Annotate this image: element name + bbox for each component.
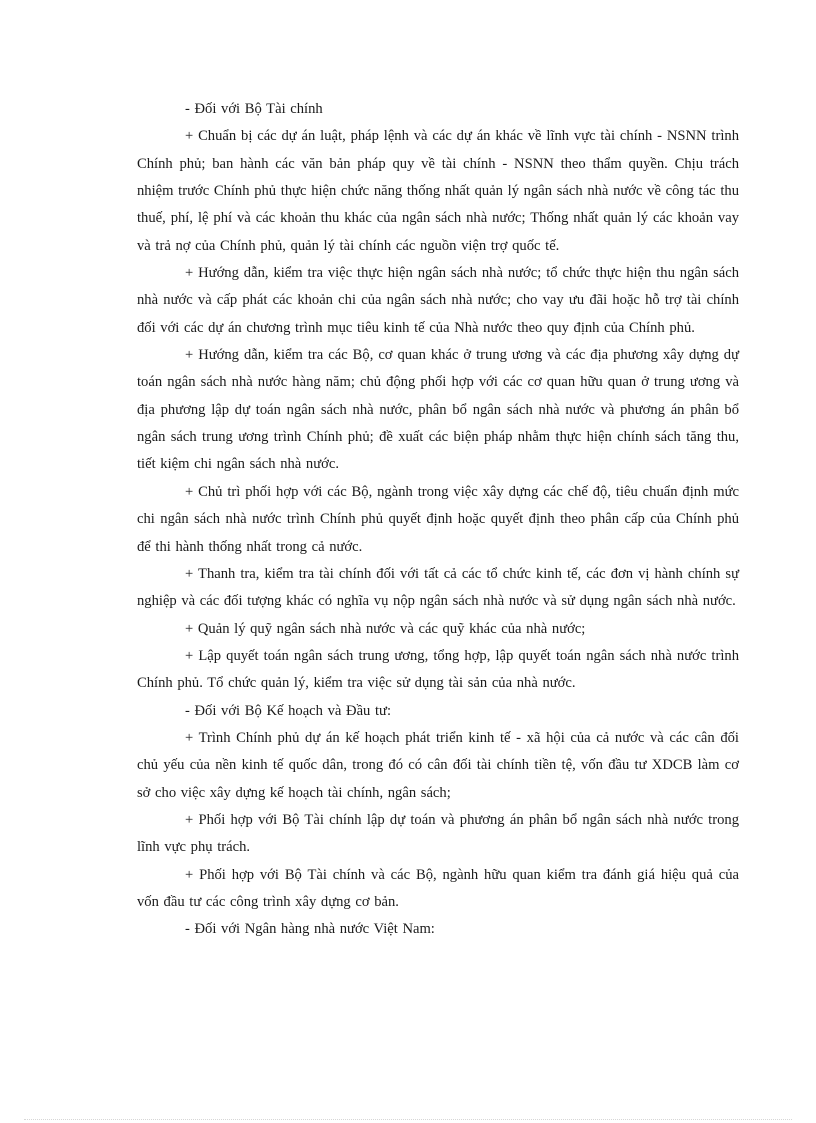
paragraph-mof-final-accounts: + Lập quyết toán ngân sách trung ương, tổng hợp, lập quyết toán ngân sách nhà nước trình Chính phủ. Tổ chức quản lý, kiểm tra việc sử dụng tài sản của nhà nước. [137,647,739,692]
paragraph-mof-budget-guidance: + Hướng dẫn, kiểm tra việc thực hiện ngân sách nhà nước; tổ chức thực hiện thu ngân sách nhà nước và cấp phát các khoản chi của ngân sách nhà nước; cho vay ưu đãi hoặc hỗ trợ tài chính đối với các dự án chương trình mục tiêu kinh tế của Nhà nước theo quy định của Chính phủ. [137,265,739,336]
paragraph-mpi-investment-evaluation: + Phối hợp với Bộ Tài chính và các Bộ, ngành hữu quan kiểm tra đánh giá hiệu quả của vốn đầu tư các công trình xây dựng cơ bản. [137,866,739,910]
paragraph-heading-ministry-of-finance: - Đối với Bộ Tài chính [185,101,323,117]
paragraph-mpi-plan-submission: + Trình Chính phủ dự án kế hoạch phát triển kinh tế - xã hội của cả nước và các cân đối chủ yếu của nền kinh tế quốc dân, trong đó có cân đối tài chính tiền tệ, vốn đầu tư XDCB làm cơ sở cho việc xây dựng kế hoạch tài chính, ngân sách; [137,729,739,801]
document-body [137,96,739,944]
paragraph-mof-spending-norms: + Chủ trì phối hợp với các Bộ, ngành trong việc xây dựng các chế độ, tiêu chuẩn định mức chi ngân sách nhà nước trình Chính phủ quyết định hoặc quyết định theo phân cấp của Chính phủ để thi hành thống nhất trong cả nước. [137,483,739,555]
paragraph-mpi-estimate-coordination: + Phối hợp với Bộ Tài chính lập dự toán và phương án phân bổ ngân sách nhà nước trong lĩnh vực phụ trách. [137,811,739,856]
paragraph-heading-state-bank: - Đối với Ngân hàng nhà nước Việt Nam: [185,921,435,938]
paragraph-mof-estimate-guidance: + Hướng dẫn, kiểm tra các Bộ, cơ quan khác ở trung ương và các địa phương xây dựng dự toán ngân sách nhà nước hàng năm; chủ động phối hợp với các cơ quan hữu quan ở trung ương và địa phương lập dự toán ngân sách nhà nước, phân bổ ngân sách nhà nước và phương án phân bổ ngân sách trung ương trình Chính phủ; đề xuất các biện pháp nhằm thực hiện chính sách tăng thu, tiết kiệm chi ngân sách nhà nước. [137,347,739,473]
paragraph-heading-ministry-of-planning: - Đối với Bộ Kế hoạch và Đầu tư: [185,702,392,719]
page-bottom-divider [24,1119,792,1120]
paragraph-mof-inspection: + Thanh tra, kiểm tra tài chính đối với tất cả các tổ chức kinh tế, các đơn vị hành chính sự nghiệp và các đối tượng khác có nghĩa vụ nộp ngân sách nhà nước và sử dụng ngân sách nhà nước. [137,565,739,610]
paragraph-mof-legal-drafting: + Chuẩn bị các dự án luật, pháp lệnh và các dự án khác về lĩnh vực tài chính - NSNN trình Chính phủ; ban hành các văn bản pháp quy về tài chính - NSNN theo thẩm quyền. Chịu trách nhiệm trước Chính phủ thực hiện chức năng thống nhất quản lý ngân sách nhà nước về công tác thu thuế, phí, lệ phí và các khoản thu khác của ngân sách nhà nước; Thống nhất quản lý các khoản vay và trả nợ của Chính phủ, quản lý tài chính các nguồn viện trợ quốc tế. [137,128,739,254]
paragraph-mof-fund-management: + Quản lý quỹ ngân sách nhà nước và các quỹ khác của nhà nước; [185,620,586,637]
